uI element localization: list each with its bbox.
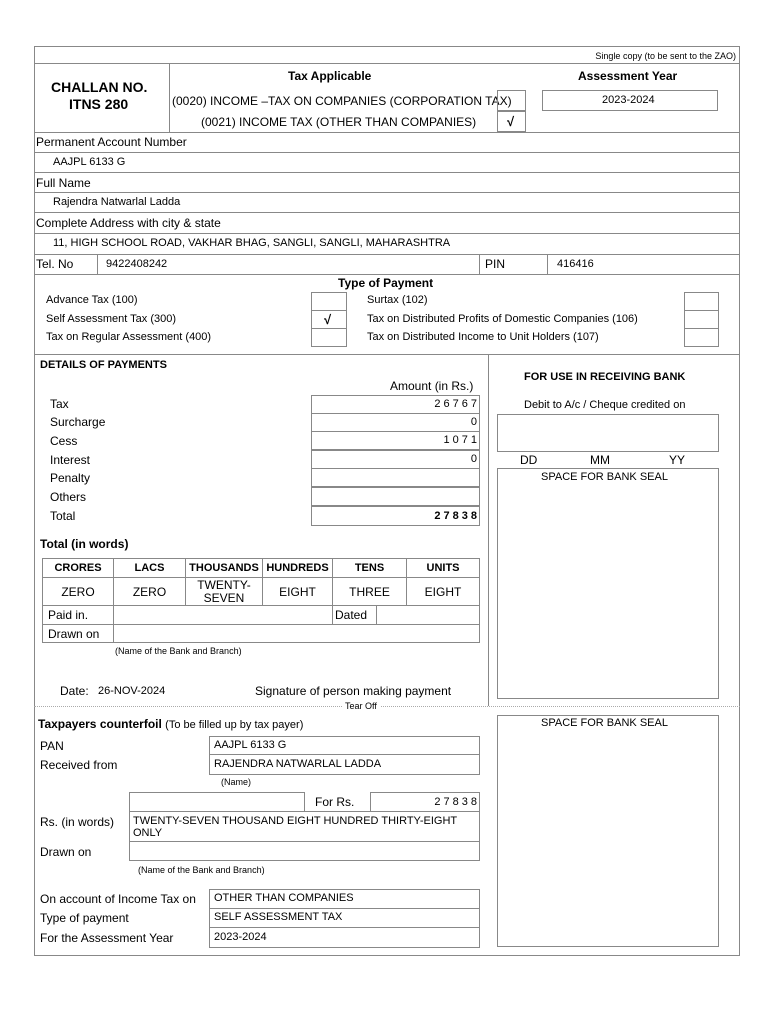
words-header-crores: CRORES <box>42 558 114 578</box>
bank-mm-label: MM <box>590 453 610 467</box>
words-value-units[interactable]: EIGHT <box>406 577 480 606</box>
amount-surcharge-value: 0 <box>470 416 477 428</box>
amount-penalty-field[interactable] <box>311 468 480 487</box>
payment-distributed-profits-label: Tax on Distributed Profits of Domestic Companies (106) <box>367 313 638 325</box>
words-value-thousands[interactable]: TWENTY-SEVEN <box>185 577 263 606</box>
words-value-hundreds[interactable]: EIGHT <box>262 577 333 606</box>
dated-label: Dated <box>335 608 368 622</box>
address-label: Complete Address with city & state <box>36 216 221 230</box>
signature-label: Signature of person making payment <box>255 684 452 698</box>
pin-label: PIN <box>485 257 506 271</box>
row-tax-label: Tax <box>50 397 69 411</box>
cf-received-label: Received from <box>40 758 118 772</box>
full-name-value: Rajendra Natwarlal Ladda <box>53 196 181 208</box>
amount-header: Amount (in Rs.) <box>390 379 474 393</box>
counterfoil-subtitle: (To be filled up by tax payer) <box>165 719 304 731</box>
cf-year-value: 2023-2024 <box>214 931 267 943</box>
cf-bank-seal-label: SPACE FOR BANK SEAL <box>541 717 668 729</box>
copy-note: Single copy (to be sent to the ZAO) <box>595 51 736 61</box>
paid-in-label: Paid in. <box>48 608 89 622</box>
bank-seal-label: SPACE FOR BANK SEAL <box>541 471 668 483</box>
payment-regular-label: Tax on Regular Assessment (400) <box>46 331 212 343</box>
tax-option-other-check: √ <box>507 114 515 129</box>
details-title: DETAILS OF PAYMENTS <box>40 359 167 371</box>
payment-self-assessment-check: √ <box>324 312 332 327</box>
row-surcharge-label: Surcharge <box>50 415 106 429</box>
counterfoil-title-text: Taxpayers counterfoil <box>38 717 162 731</box>
address-value: 11, HIGH SCHOOL ROAD, VAKHAR BHAG, SANGLI, SANGLI, MAHARASHTRA <box>53 237 451 249</box>
tear-off-line <box>34 706 740 707</box>
pin-value: 416416 <box>557 258 594 270</box>
bank-branch-note: (Name of the Bank and Branch) <box>115 646 242 656</box>
bank-seal-area <box>497 468 719 699</box>
date-value: 26-NOV-2024 <box>98 685 166 697</box>
cf-bank-seal-area <box>497 715 719 947</box>
tel-label: Tel. No <box>36 257 74 271</box>
row-interest-label: Interest <box>50 453 91 467</box>
cf-drawn-on-label: Drawn on <box>40 845 92 859</box>
cf-received-value: RAJENDRA NATWARLAL LADDA <box>214 758 382 770</box>
row-total-label: Total <box>50 509 76 523</box>
amount-cess-value: 1071 <box>443 434 480 446</box>
row-penalty-label: Penalty <box>50 471 91 485</box>
words-value-lacs[interactable]: ZERO <box>113 577 186 606</box>
amount-surcharge-field[interactable] <box>311 413 480 432</box>
bank-yy-label: YY <box>669 453 686 467</box>
cf-type-value: SELF ASSESSMENT TAX <box>214 911 343 923</box>
cf-year-label: For the Assessment Year <box>40 931 174 945</box>
payment-distributed-income-label: Tax on Distributed Income to Unit Holders (107) <box>367 331 599 343</box>
row-cess-label: Cess <box>50 434 78 448</box>
payment-regular-checkbox[interactable] <box>311 328 347 347</box>
tax-option-other: (0021) INCOME TAX (OTHER THAN COMPANIES) <box>201 115 477 129</box>
words-header-lacs: LACS <box>113 558 186 578</box>
assessment-year-title: Assessment Year <box>578 69 678 83</box>
payment-advance-label: Advance Tax (100) <box>46 294 138 306</box>
words-header-units: UNITS <box>406 558 480 578</box>
payment-surtax-checkbox[interactable] <box>684 292 719 311</box>
words-header-tens: TENS <box>332 558 407 578</box>
cf-words-label: Rs. (in words) <box>40 815 115 829</box>
cf-account-label: On account of Income Tax on <box>40 892 196 906</box>
pan-label: Permanent Account Number <box>36 135 187 149</box>
paid-in-row <box>42 605 480 625</box>
cf-drawn-on-field[interactable] <box>129 841 480 861</box>
full-name-label: Full Name <box>36 176 91 190</box>
payment-distributed-profits-checkbox[interactable] <box>684 310 719 329</box>
bank-debit-field[interactable] <box>497 414 719 452</box>
payment-self-assessment-label: Self Assessment Tax (300) <box>46 313 177 325</box>
words-header-hundreds: HUNDREDS <box>262 558 333 578</box>
bank-use-title: FOR USE IN RECEIVING BANK <box>524 371 686 383</box>
words-header-thousands: THOUSANDS <box>185 558 263 578</box>
tax-applicable-title: Tax Applicable <box>288 69 372 83</box>
drawn-on-label: Drawn on <box>48 627 100 641</box>
counterfoil-title <box>38 718 303 731</box>
words-value-crores[interactable]: ZERO <box>42 577 114 606</box>
pan-value: AAJPL 6133 G <box>53 156 126 168</box>
bank-dd-label: DD <box>520 453 538 467</box>
cf-pan-value: AAJPL 6133 G <box>214 739 287 751</box>
payment-distributed-income-checkbox[interactable] <box>684 328 719 347</box>
cf-account-value: OTHER THAN COMPANIES <box>214 892 354 904</box>
cf-for-rs-blank <box>129 792 305 812</box>
payment-type-title: Type of Payment <box>338 276 434 290</box>
tax-option-companies-checkbox[interactable] <box>497 90 526 111</box>
words-value-tens[interactable]: THREE <box>332 577 407 606</box>
tel-value: 9422408242 <box>106 258 168 270</box>
amount-others-field[interactable] <box>311 487 480 506</box>
cf-for-rs-value: 27838 <box>434 796 480 808</box>
challan-title: CHALLAN NO. <box>51 79 148 95</box>
payment-surtax-label: Surtax (102) <box>367 294 428 306</box>
tax-option-companies: (0020) INCOME –TAX ON COMPANIES (CORPORATION TAX) <box>172 94 512 108</box>
amount-interest-value: 0 <box>470 453 477 465</box>
drawn-on-row[interactable] <box>42 624 480 643</box>
date-label: Date: <box>60 684 89 698</box>
amount-tax-value: 26767 <box>434 398 480 410</box>
cf-bank-branch-note: (Name of the Bank and Branch) <box>138 865 265 875</box>
bank-debit-label: Debit to A/c / Cheque credited on <box>524 399 686 411</box>
row-others-label: Others <box>50 490 87 504</box>
amount-interest-field[interactable] <box>311 450 480 469</box>
cf-words-value: TWENTY-SEVEN THOUSAND EIGHT HUNDRED THIRTY-EIGHT ONLY <box>133 815 457 839</box>
cf-type-label: Type of payment <box>40 911 129 925</box>
assessment-year-value: 2023-2024 <box>602 94 655 106</box>
total-in-words-title: Total (in words) <box>40 537 129 551</box>
tear-off-label: Tear Off <box>342 702 380 711</box>
cf-for-rs-label: For Rs. <box>315 795 355 809</box>
amount-total-value: 27838 <box>434 510 480 522</box>
payment-advance-checkbox[interactable] <box>311 292 347 311</box>
challan-subtitle: ITNS 280 <box>69 96 129 112</box>
cf-pan-label: PAN <box>40 739 64 753</box>
cf-name-note: (Name) <box>221 777 252 787</box>
